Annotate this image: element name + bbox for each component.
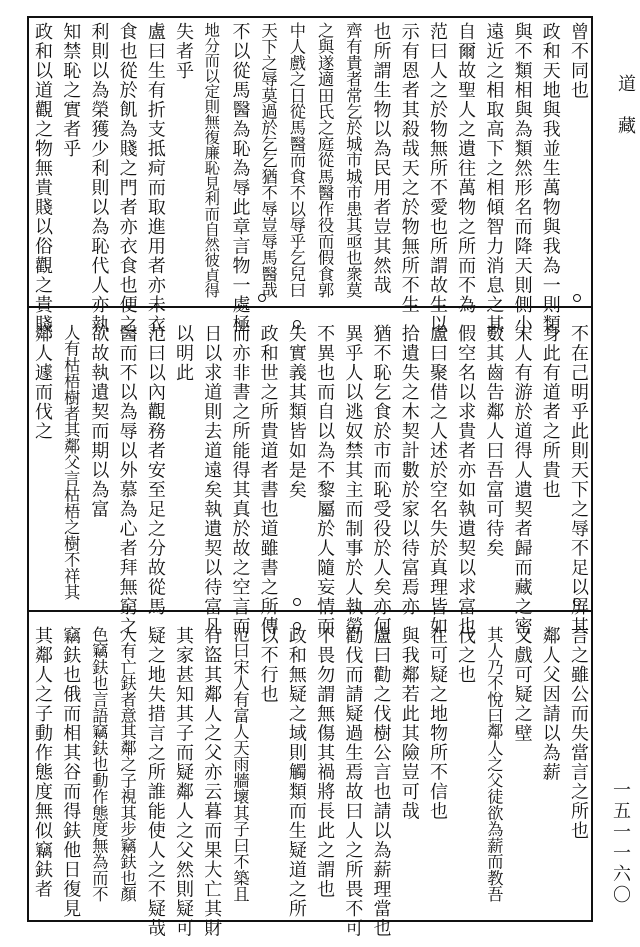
text-column: 其家甚知其子而疑鄰人之父然則疑可 (173, 626, 195, 938)
margin-title-char-1: 道 (615, 74, 636, 92)
text-column: 以明此 (173, 324, 195, 383)
text-column: 失者乎 (173, 22, 195, 81)
text-column: 食也從於飢為賤之門者亦衣食也便之 (116, 22, 138, 334)
text-column: 有盜其鄰人之父亦云暮而果大亡其財 (201, 626, 223, 938)
text-column: 異乎人以逃奴禁其主而制事於人執勞 (342, 324, 364, 636)
text-column: 其人乃不悅曰鄰人之父徒欲為薪而教吾 (484, 626, 504, 903)
text-column: 盧曰聚借之人述於空名失於真理皆如 (426, 324, 448, 636)
text-column: 中人戲之日從馬醫而食不以辱乎乞兒曰 (286, 22, 306, 299)
text-column: 勸伐而請疑過生焉故曰人之所畏不可 (342, 626, 364, 938)
text-column: 失實義其類皆如是矣 (285, 324, 307, 500)
text-column: 范曰宋人有富人天雨牆壞其子曰不築且 (230, 626, 250, 903)
text-column: 之與遂適田氏之庭從馬醫作役而假食郭 (315, 22, 335, 299)
circle-mark-icon (573, 294, 581, 302)
text-column: 政和無疑之域則觸類而生疑道之所 (285, 626, 307, 919)
text-column: 盧曰生有折支抵疴而取進用者亦未衣 (144, 22, 166, 334)
text-column: 盧曰勸之伐樹公言也請以為薪理當也 (370, 626, 392, 938)
text-column: 范曰以內觀務者安至足之分故從馬 (144, 324, 166, 617)
text-column: 與我鄰若此其險豈可哉 (398, 626, 420, 821)
text-column: 色竊鈇也言語竊鈇也動作態度無為而不 (89, 626, 109, 903)
text-column: 猶不恥乞食於市而恥受役於人矣亦何 (370, 324, 392, 636)
text-column: 身此有道者之所貴也 (539, 324, 561, 500)
text-column: 不畏勿謂無傷其禍將長此之謂也 (314, 626, 336, 899)
text-column: 拾遺失之木契計數於家以待富焉亦 (398, 324, 420, 617)
text-column: 政和以道觀之物無貴賤以俗觀之貴賤 (32, 22, 53, 334)
text-column: 不異也而自以為不黎屬於人隨妄情而 (314, 324, 336, 636)
text-column: 利則以為榮獲少利則以為恥代人亦執 (88, 22, 110, 334)
text-column: 疑之地失措言之所誰能使人之不疑哉 (144, 626, 166, 938)
text-column: 地分而以定則無復廉恥見利而自然彼貞得 (202, 22, 221, 298)
text-column: 齊有貴者常乞於城市城市患其亟也衆莫 (343, 22, 363, 299)
text-column: 其鄰人之子動作態度無似竊鈇者 (32, 626, 53, 899)
text-column: 數其齒告鄰人曰吾富可待矣 (483, 324, 505, 558)
text-column: 遠近之相取高下之相傾智力消息之其 (483, 22, 505, 334)
text-column: 曾不同也 (568, 22, 589, 100)
text-column: 鄰人遽而伐之 (32, 324, 53, 441)
text-column: 竊鈇也俄而相其谷而得鈇他日復見 (60, 626, 82, 919)
text-column: 以不行也 (257, 626, 279, 704)
text-column: 日以求道則去道遠矣執遺契以待富凡 (201, 324, 223, 636)
text-column: 不在己明乎此則天下之辱不足以屏其 (568, 324, 589, 636)
text-column: 也所謂生物以為民用者豈其然哉 (370, 22, 392, 295)
text-column: 宋人有游於道得人遺契者歸而藏之密 (511, 324, 533, 636)
text-column: 示有恩者其殺哉天之於物無所不生 (398, 22, 420, 315)
text-column: 自爾故聖人之遺往萬物之所而不為 (455, 22, 477, 315)
folio-number: 一五一一六〇 (610, 780, 631, 906)
text-column: 知禁恥之實者乎 (60, 22, 82, 159)
text-column: 醫而不以為辱以外慕為心者拜無窮之 (116, 324, 138, 636)
text-column: 人有亡鈇者意其鄰之子視其步竊鈇也顏 (117, 626, 137, 903)
text-column: 又戲可疑之壁 (511, 626, 533, 743)
text-column: 與不類相與為類然形名而降天則側小 (511, 22, 533, 334)
text-column: 天下之辱莫過於乞乞猶不辱豈辱馬醫哉 (258, 22, 278, 299)
text-column: 言之雖公而失當言之所也 (568, 626, 589, 841)
text-column: 而亦非書之所能得其真於故之空言而 (229, 324, 251, 636)
text-column: 鄰人父因請以為薪 (539, 626, 561, 782)
margin-title-char-2: 藏 (615, 116, 636, 134)
text-column: 假空名以求貴者亦如執遺契以求富也 (455, 324, 477, 636)
text-column: 在可疑之地物所不信也 (426, 626, 448, 821)
text-column: 政和世之所貴道者書也道雖書之所傳 (257, 324, 279, 636)
circle-mark-icon (293, 598, 301, 606)
text-column: 欲故執遺契而期以為富 (88, 324, 110, 519)
text-column: 伐之也 (455, 626, 477, 685)
text-column: 人有枯梧樹者其鄰父言枯梧之樹不祥其 (61, 324, 81, 601)
text-column: 不以從馬醫為恥為辱此章言物一處極 (229, 22, 251, 334)
text-column: 政和天地與我並生萬物與我為一則類 (539, 22, 561, 334)
text-column: 范曰人之於物無所不愛也所謂故生以 (426, 22, 448, 334)
